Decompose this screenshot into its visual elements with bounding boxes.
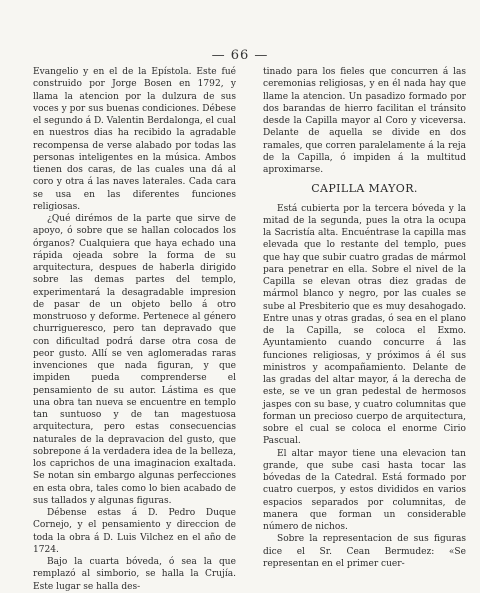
- section-title: CAPILLA MAYOR.: [311, 182, 418, 196]
- paragraph: Bajo la cuarta bóveda, ó sea la que remplazó al simborio, se halla la Crujía. Este lugar se halla des-: [33, 557, 236, 592]
- paragraph: Evangelio y en el de la Epístola. Este fué construido por Jorge Bosen en 1792, y llama la atencion por la dulzura de sus voces y por sus buenas condiciones. Débese el segundo á D. Valentin Berdalonga, el cual en nuestros dias ha recibido la agradable recompensa de verse alabado por todas las personas inteligentes en la música. Ambos tienen dos caras, de las cuales una dá al coro y otra á las naves laterales. Cada cara se usa en las diferentes funciones religiosas.: [33, 67, 236, 212]
- paragraph: ¿Qué dirémos de la parte que sirve de apoyo, ó sobre que se hallan colocados los órganos? Cualquiera que haya echado una rápida ojeada sobre la forma de su arquitectura, despues de haberla dirigido sobre las demas partes del templo, experimentará la desagradable impresion de pasar de un objeto bello á otro monstruoso y deforme. Pertenece al género churrigueresco, pero tan depravado que con dificultad podrá darse otra cosa de peor gusto. Allí se ven aglomeradas raras invenciones que nada figuran, y que impiden pueda comprenderse el pensamiento de su autor. Lástima es que una obra tan nueva se encuentre en templo tan suntuoso y de tan magestuosa arquitectura, pero estas consecuencias naturales de la depravacion del gusto, que sobrepone á la verdadera idea de la belleza, los caprichos de una imaginacion exaltada. Se notan sin embargo algunas perfecciones en esta obra, tales como lo bien acabado de sus tallados y algunas figuras.: [33, 214, 236, 506]
- paragraph: Está cubierta por la tercera bóveda y la mitad de la segunda, pues la otra la ocupa la Sacristía alta. Encuéntrase la capilla mas elevada que lo restante del templo, pues que hay que subir cuatro gradas de mármol para penetrar en ella. Sobre el nivel de la Capilla se elevan otras diez gradas de mármol blanco y negro, por las cuales se sube al Presbiterio que es muy desahogado. Entre unas y otras gradas, ó sea en el plano de la Capilla, se coloca el Exmo. Ayuntamiento cuando concurre á las funciones religiosas, y próximos á él sus ministros y acompañamiento. Delante de las gradas del altar mayor, á la derecha de este, se ve un gran pedestal de hermosos jaspes con su base, y cuatro columnitas que forman un precioso cuerpo de arquitectura, sobre el cual se coloca el enorme Cirio Pascual.: [263, 203, 466, 447]
- right-column: [263, 66, 466, 570]
- paragraph: tinado para los fieles que concurren á las ceremonias religiosas, y en él nada hay que llame la atencion. Un pasadizo formado por dos barandas de hierro facilitan el tránsito desde la Capilla mayor al Coro y viceversa. Delante de aquella se divide en dos ramales, que corren paralelamente á la reja de la Capilla, ó impiden á la multitud aproximarse.: [263, 67, 466, 175]
- page-number: — 66 —: [211, 48, 269, 63]
- paragraph: El altar mayor tiene una elevacion tan grande, que sube casi hasta tocar las bóvedas de la Catedral. Está formado por cuatro cuerpos, y estos divididos en varios espacios separados por columnitas, de manera que forman un considerable número de nichos.: [263, 448, 466, 532]
- paragraph: Débense estas á D. Pedro Duque Cornejo, y el pensamiento y direccion de toda la obra á D. Luis Vilchez en el año de 1724.: [33, 508, 236, 555]
- left-column: [33, 66, 236, 593]
- column-divider: [250, 66, 251, 470]
- paragraph: Sobre la representacion de sus figuras dice el Sr. Cean Bermudez: «Se representan en el primer cuer-: [263, 534, 466, 569]
